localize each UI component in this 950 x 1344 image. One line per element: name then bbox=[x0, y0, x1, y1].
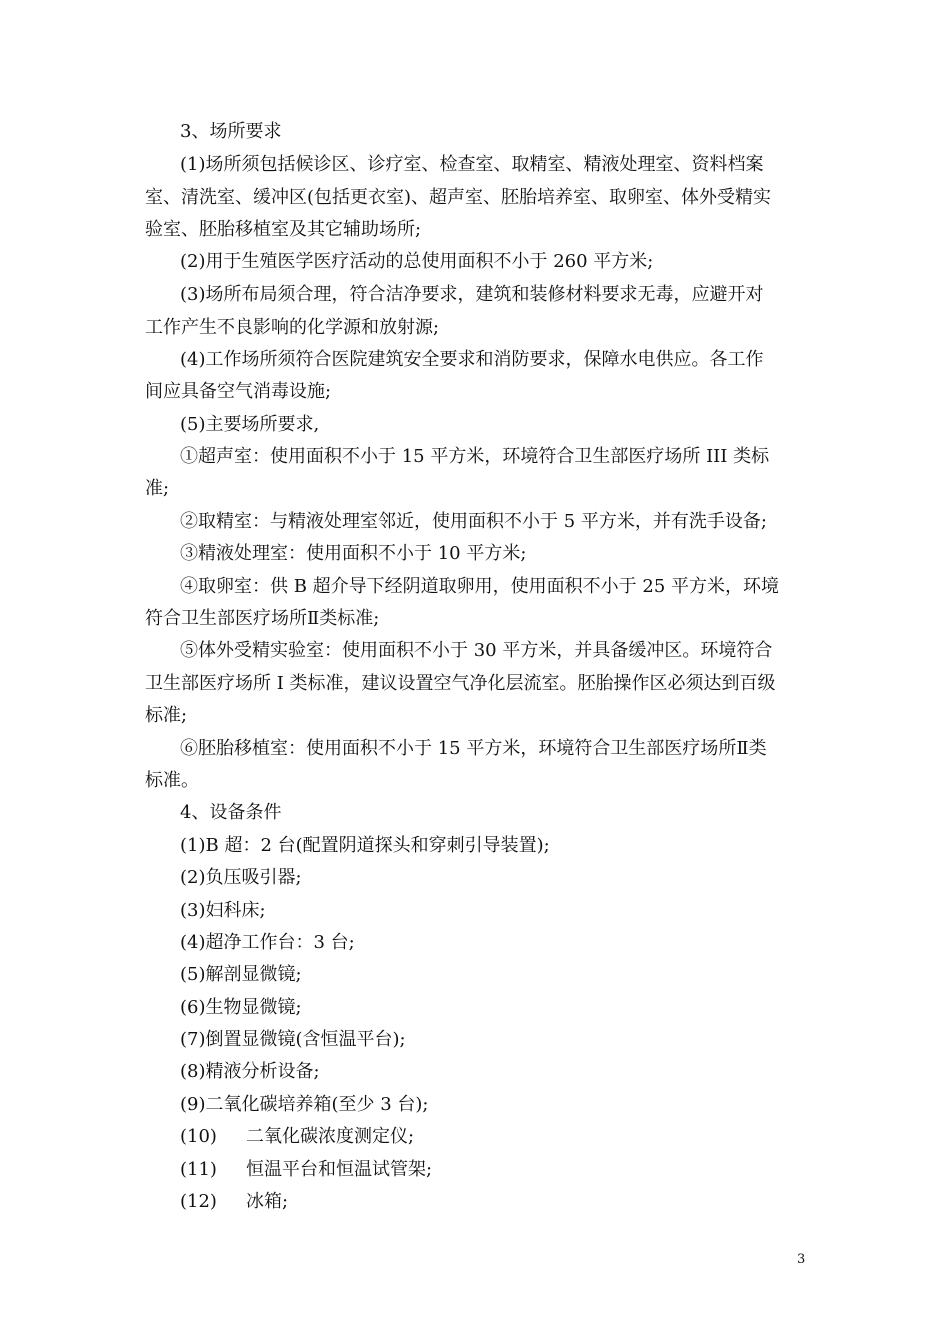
requirement-5-line-2: 卫生部医疗场所 I 类标准，建议设置空气净化层流室。胚胎操作区必须达到百级 bbox=[145, 673, 776, 694]
requirement-6-line-2: 标准。 bbox=[145, 770, 199, 791]
requirement-3: ③精液处理室：使用面积不小于 10 平方米; bbox=[180, 543, 527, 564]
equipment-item-12 bbox=[180, 1191, 288, 1213]
requirement-6-line-1: ⑥胚胎移植室：使用面积不小于 15 平方米，环境符合卫生部医疗场所Ⅱ类 bbox=[180, 738, 767, 759]
section-heading-3: 3、场所要求 bbox=[180, 121, 282, 142]
requirement-4-line-2: 符合卫生部医疗场所Ⅱ类标准; bbox=[145, 608, 380, 629]
requirement-4-line-1: ④取卵室：供 B 超介导下经阴道取卵用，使用面积不小于 25 平方米，环境 bbox=[180, 576, 780, 597]
paragraph-5: (5)主要场所要求, bbox=[180, 414, 320, 435]
requirement-2: ②取精室：与精液处理室邻近，使用面积不小于 5 平方米，并有洗手设备; bbox=[180, 511, 767, 532]
requirement-1-line-2: 准; bbox=[145, 478, 170, 499]
paragraph-4-line-1: (4)工作场所须符合医院建筑安全要求和消防要求，保障水电供应。各工作 bbox=[180, 349, 764, 370]
equipment-item-11-number: (11) bbox=[180, 1159, 217, 1180]
equipment-item-4: (4)超净工作台：3 台; bbox=[180, 932, 355, 953]
equipment-item-9: (9)二氧化碳培养箱(至少 3 台); bbox=[180, 1094, 429, 1115]
equipment-item-12-text: 冰箱; bbox=[246, 1191, 289, 1212]
page-number: 3 bbox=[797, 1252, 806, 1267]
requirement-5-line-3: 标准; bbox=[145, 705, 188, 726]
equipment-item-7: (7)倒置显微镜(含恒温平台); bbox=[180, 1029, 406, 1050]
equipment-item-5: (5)解剖显微镜; bbox=[180, 964, 302, 985]
paragraph-4-line-2: 间应具备空气消毒设施; bbox=[145, 381, 332, 402]
equipment-item-11-text: 恒温平台和恒温试管架; bbox=[246, 1159, 433, 1180]
equipment-item-3: (3)妇科床; bbox=[180, 900, 266, 921]
paragraph-1-line-3: 验室、胚胎移植室及其它辅助场所; bbox=[145, 219, 422, 240]
equipment-item-10 bbox=[180, 1126, 414, 1148]
equipment-item-1: (1)B 超：2 台(配置阴道探头和穿刺引导装置); bbox=[180, 835, 550, 856]
equipment-item-6: (6)生物显微镜; bbox=[180, 997, 302, 1018]
equipment-item-10-text: 二氧化碳浓度测定仪; bbox=[246, 1126, 415, 1147]
requirement-1-line-1: ①超声室：使用面积不小于 15 平方米，环境符合卫生部医疗场所 III 类标 bbox=[180, 446, 770, 467]
paragraph-3-line-2: 工作产生不良影响的化学源和放射源; bbox=[145, 317, 440, 338]
paragraph-1-line-1: (1)场所须包括候诊区、诊疗室、检查室、取精室、精液处理室、资料档案 bbox=[180, 154, 764, 175]
equipment-item-11 bbox=[180, 1159, 432, 1181]
equipment-item-10-number: (10) bbox=[180, 1126, 217, 1147]
equipment-item-12-number: (12) bbox=[180, 1191, 217, 1212]
equipment-item-2: (2)负压吸引器; bbox=[180, 867, 302, 888]
paragraph-1-line-2: 室、清洗室、缓冲区(包括更衣室)、超声室、胚胎培养室、取卵室、体外受精实 bbox=[145, 187, 772, 208]
paragraph-3-line-1: (3)场所布局须合理，符合洁净要求，建筑和装修材料要求无毒，应避开对 bbox=[180, 284, 764, 305]
paragraph-2: (2)用于生殖医学医疗活动的总使用面积不小于 260 平方米; bbox=[180, 251, 654, 272]
section-heading-4: 4、设备条件 bbox=[180, 802, 282, 823]
equipment-item-8: (8)精液分析设备; bbox=[180, 1061, 320, 1082]
requirement-5-line-1: ⑤体外受精实验室：使用面积不小于 30 平方米，并具备缓冲区。环境符合 bbox=[180, 640, 773, 661]
